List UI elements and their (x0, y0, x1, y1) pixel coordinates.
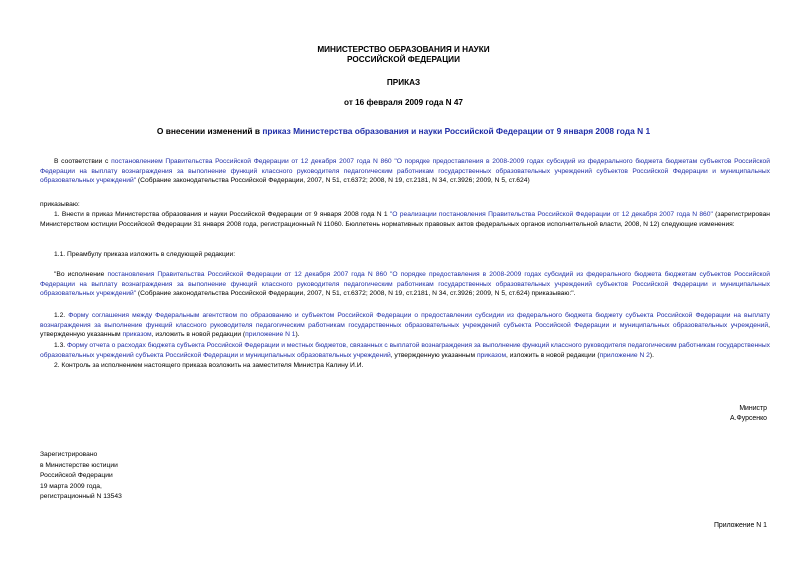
quote-text-1: "Во исполнение (54, 271, 108, 278)
signer-name: А.Фурсенко (730, 415, 767, 422)
item-1-1-paragraph: 1.1. Преамбулу приказа изложить в следующей редакции: (54, 251, 236, 258)
item-1-3-text-2: , утвержденную указанным (390, 351, 477, 359)
item-1-2-text-4: ). (295, 331, 300, 339)
item-1-2-text-1: 1.2. (54, 312, 69, 319)
document-type: ПРИКАЗ (386, 78, 421, 87)
issuer-line-1: МИНИСТЕРСТВО ОБРАЗОВАНИЯ И НАУКИ (317, 45, 490, 54)
signature-block (730, 404, 767, 424)
item-1-3-order-link[interactable]: приказом (476, 351, 507, 359)
registration-line-4: 19 марта 2009 года, (40, 482, 102, 490)
issuer-line-2: РОССИЙСКОЙ ФЕДЕРАЦИИ (347, 55, 460, 64)
item-1-3-text-1: 1.3. (54, 342, 68, 349)
registration-line-1: Зарегистрировано (40, 451, 98, 458)
registration-line-5: регистрационный N 13543 (40, 493, 122, 501)
item-1-2-paragraph (40, 311, 770, 340)
quote-text-2: (Собрание законодательства Российской Федерации, 2007, N 51, ст.6372; 2008, N 19, ст.2181, N 34, ст.3926; 2009, N 5, ст.624) приказываю:". (136, 290, 576, 298)
preamble-text-1: В соответствии с (54, 158, 112, 165)
quote-paragraph (40, 270, 770, 299)
preamble-text-2: (Собрание законодательства Российской Федерации, 2007, N 51, ст.6372; 2008, N 19, ст.2181, N 34, ст.3926; 2009, N 5, ст.624) (136, 177, 530, 185)
agreement-form-link[interactable]: Форму соглашения между Федеральным агентством по образованию и субъектом Российской Федерации о предоставлении субсидии из федерального бюджета бюджету субъекта Российской Федерации на выплату вознаграждения за выполнение функций классного руководителя педагогическим работникам государственных образовательных учреждений субъекта Российской Федерации и муниципальных образовательных учреждений (40, 312, 770, 329)
registration-line-2: в Министерстве юстиции (40, 461, 118, 469)
appendix-1-link[interactable]: приложение N 1 (245, 331, 296, 339)
quote-resolution-link[interactable]: постановления Правительства Российской Федерации от 12 декабря 2007 года N 860 "О порядке предоставления в 2008-2009 годах субсидий из федерального бюджета бюджетам субъектов Российской Федерации на выплату вознаграждения за выполнение функций классного руководителя педагогическим работникам государственных образовательных учреждений субъектов Российской Федерации и муниципальных образовательных учреждений" (40, 271, 770, 298)
item-1-3-paragraph (40, 341, 770, 360)
item-1-text-2: (зарегистрирован Министерством юстиции Российской Федерации 31 января 2008 года, регистрационный N 11060. Бюллетень нормативных правовых актов федеральных органов исполнительной власти, 2008, N 12) следующие изменения: (40, 211, 770, 228)
signer-position: Министр (739, 405, 767, 412)
item-1-2-text-3: , изложить в новой редакции ( (151, 331, 246, 339)
title-order-link[interactable]: приказ Министерства образования и науки Российской Федерации от 9 января 2008 года N 1 (262, 126, 651, 136)
appendix-2-link[interactable]: приложение N 2 (599, 351, 650, 359)
document-date: от 16 февраля 2009 года N 47 (344, 98, 463, 107)
item-1-3-text-3: , изложить в новой редакции ( (506, 351, 600, 359)
item-1-2-text-2: , утвержденную указанным (40, 321, 770, 339)
item-1-text-1: 1. Внести в приказ Министерства образования и науки Российской Федерации от 9 января 2008 года N 1 (54, 211, 390, 218)
item-1-2-order-link[interactable]: приказом (122, 331, 152, 339)
preamble-paragraph (40, 157, 770, 186)
item-1-3-text-4: ). (649, 351, 654, 359)
registration-block (40, 450, 122, 503)
issuer-block (0, 45, 807, 65)
title-prefix: О внесении изменений в (156, 126, 263, 136)
resolution-860-link[interactable]: постановлением Правительства Российской Федерации от 12 декабря 2007 года N 860 "О порядке предоставления в 2008-2009 годах субсидий из федерального бюджета бюджетам субъектов Российской Федерации на выплату вознаграждения за выполнение функций классного руководителя педагогическим работникам государственных образовательных учреждений субъектов Российской Федерации и муниципальных образовательных учреждений" (40, 158, 770, 185)
order-word: приказываю: (40, 201, 80, 208)
report-form-link[interactable]: Форму отчета о расходах бюджета субъекта Российской Федерации и местных бюджетов, связанных с выплатой вознаграждения за выполнение функций классного руководителя педагогическим работникам государственных образовательных учреждений субъекта Российской Федерации и муниципальных образовательных учреждений (40, 342, 771, 359)
item-1-paragraph (40, 210, 770, 229)
document-title (0, 126, 807, 136)
order-1-title-link[interactable]: "О реализации постановления Правительства Российской Федерации от 12 декабря 2007 года N 860" (389, 211, 713, 218)
appendix-label: Приложение N 1 (713, 522, 767, 529)
item-2-paragraph: 2. Контроль за исполнением настоящего приказа возложить на заместителя Министра Калину И.И. (54, 362, 364, 369)
registration-line-3: Российской Федерации (40, 472, 113, 480)
